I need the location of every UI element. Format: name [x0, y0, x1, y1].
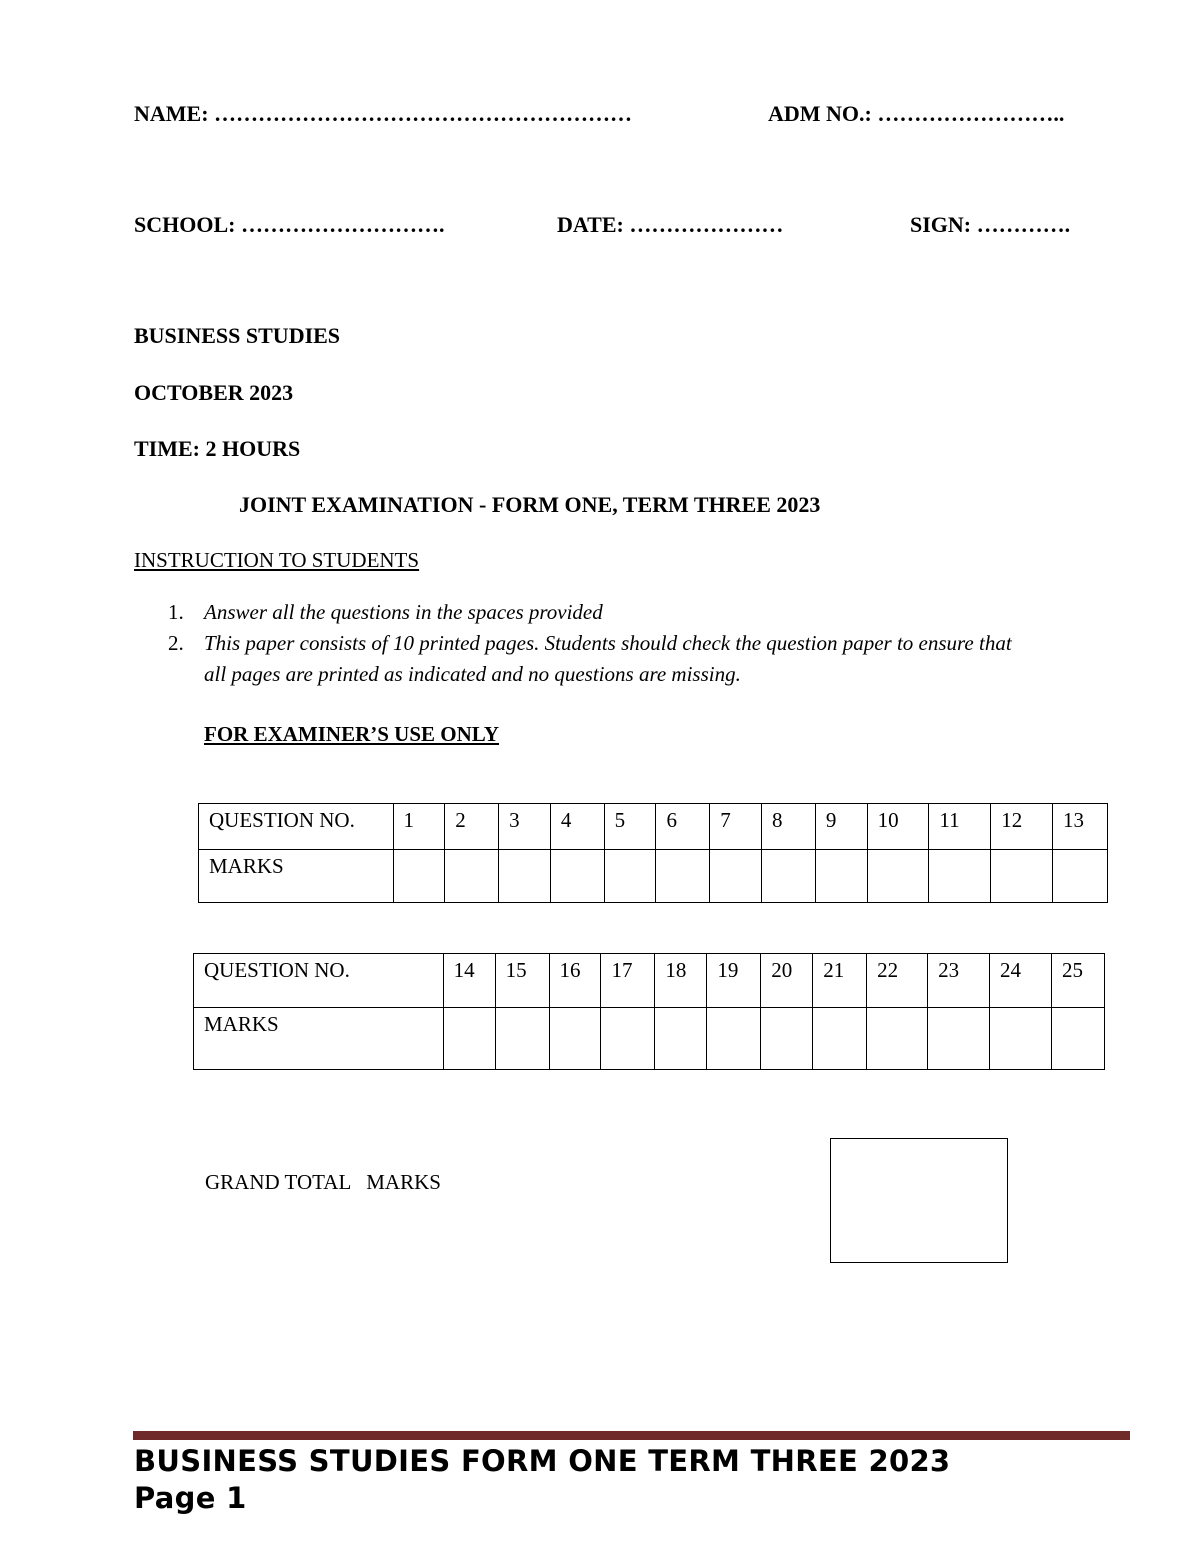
- question-number-cell: 14: [443, 954, 495, 1008]
- marks-cell[interactable]: [707, 1008, 761, 1070]
- footer-page-number: Page 1: [134, 1481, 247, 1515]
- marks-cell[interactable]: [710, 850, 762, 903]
- question-number-cell: 2: [445, 804, 499, 850]
- exam-title: JOINT EXAMINATION - FORM ONE, TERM THREE 2023: [239, 492, 821, 517]
- marks-cell[interactable]: [1053, 850, 1108, 903]
- marks-cell[interactable]: [495, 1008, 549, 1070]
- instruction-item: [168, 628, 1128, 659]
- question-number-cell: 20: [761, 954, 813, 1008]
- marks-cell[interactable]: [815, 850, 867, 903]
- instruction-text: This paper consists of 10 printed pages. Students should check the question paper to ensure that: [204, 631, 1012, 655]
- question-number-cell: 22: [867, 954, 928, 1008]
- instructions-heading: INSTRUCTION TO STUDENTS: [134, 548, 420, 572]
- adm-no-field-label: ADM NO.: ……………………..: [768, 101, 1065, 126]
- subject-title: BUSINESS STUDIES: [134, 323, 341, 348]
- question-number-cell: 23: [928, 954, 990, 1008]
- question-number-cell: 21: [813, 954, 867, 1008]
- marks-cell[interactable]: [445, 850, 499, 903]
- instruction-text: all pages are printed as indicated and no questions are missing.: [204, 662, 741, 686]
- marks-table-2: [193, 953, 1105, 1070]
- question-number-row: [199, 804, 1108, 850]
- instruction-item: [168, 597, 1128, 628]
- marks-cell[interactable]: [655, 1008, 707, 1070]
- question-no-label: QUESTION NO.: [199, 804, 394, 850]
- question-number-cell: 8: [762, 804, 816, 850]
- marks-cell[interactable]: [867, 1008, 928, 1070]
- question-number-cell: 11: [929, 804, 991, 850]
- question-number-cell: 18: [655, 954, 707, 1008]
- marks-cell[interactable]: [813, 1008, 867, 1070]
- marks-cell[interactable]: [604, 850, 656, 903]
- exam-month-year: OCTOBER 2023: [134, 380, 294, 405]
- question-number-cell: 7: [710, 804, 762, 850]
- question-number-cell: 9: [815, 804, 867, 850]
- question-number-row: [194, 954, 1105, 1008]
- marks-cell[interactable]: [499, 850, 551, 903]
- sign-field-label: SIGN: ………….: [910, 212, 1071, 237]
- question-number-cell: 15: [495, 954, 549, 1008]
- date-field-label: DATE: …………………: [557, 212, 784, 237]
- examiner-use-heading: FOR EXAMINER’S USE ONLY: [204, 722, 500, 746]
- instruction-item-continued: [168, 659, 1128, 690]
- marks-cell[interactable]: [1051, 1008, 1104, 1070]
- instruction-number: 2.: [168, 631, 184, 655]
- question-number-cell: 13: [1053, 804, 1108, 850]
- exam-duration: TIME: 2 HOURS: [134, 436, 301, 461]
- marks-cell[interactable]: [656, 850, 710, 903]
- marks-cell[interactable]: [928, 1008, 990, 1070]
- instructions-list: [168, 597, 1128, 690]
- question-number-cell: 5: [604, 804, 656, 850]
- question-number-cell: 17: [601, 954, 655, 1008]
- marks-cell[interactable]: [549, 1008, 601, 1070]
- marks-cell[interactable]: [393, 850, 445, 903]
- marks-row: [194, 1008, 1105, 1070]
- footer-title: BUSINESS STUDIES FORM ONE TERM THREE 2023: [134, 1444, 951, 1478]
- page-footer: [134, 1443, 950, 1517]
- marks-row: [199, 850, 1108, 903]
- footer-divider: [133, 1431, 1130, 1440]
- question-number-cell: 10: [867, 804, 929, 850]
- question-number-cell: 16: [549, 954, 601, 1008]
- marks-cell[interactable]: [929, 850, 991, 903]
- question-no-label: QUESTION NO.: [194, 954, 444, 1008]
- marks-cell[interactable]: [762, 850, 816, 903]
- name-field-label: NAME: …………………………………………………: [134, 101, 633, 126]
- grand-total-label: GRAND TOTAL MARKS: [205, 1170, 441, 1194]
- marks-table-1: [198, 803, 1108, 903]
- marks-cell[interactable]: [867, 850, 929, 903]
- instruction-text: Answer all the questions in the spaces provided: [204, 600, 603, 624]
- school-field-label: SCHOOL: ……………………….: [134, 212, 445, 237]
- question-number-cell: 3: [499, 804, 551, 850]
- question-number-cell: 12: [991, 804, 1053, 850]
- marks-label: MARKS: [194, 1008, 444, 1070]
- marks-cell[interactable]: [601, 1008, 655, 1070]
- marks-cell[interactable]: [990, 1008, 1052, 1070]
- marks-cell[interactable]: [761, 1008, 813, 1070]
- question-number-cell: 6: [656, 804, 710, 850]
- question-number-cell: 24: [990, 954, 1052, 1008]
- instruction-number: 1.: [168, 600, 184, 624]
- marks-label: MARKS: [199, 850, 394, 903]
- marks-cell[interactable]: [550, 850, 604, 903]
- question-number-cell: 4: [550, 804, 604, 850]
- question-number-cell: 1: [393, 804, 445, 850]
- question-number-cell: 19: [707, 954, 761, 1008]
- marks-cell[interactable]: [443, 1008, 495, 1070]
- question-number-cell: 25: [1051, 954, 1104, 1008]
- marks-cell[interactable]: [991, 850, 1053, 903]
- grand-total-box[interactable]: [830, 1138, 1008, 1263]
